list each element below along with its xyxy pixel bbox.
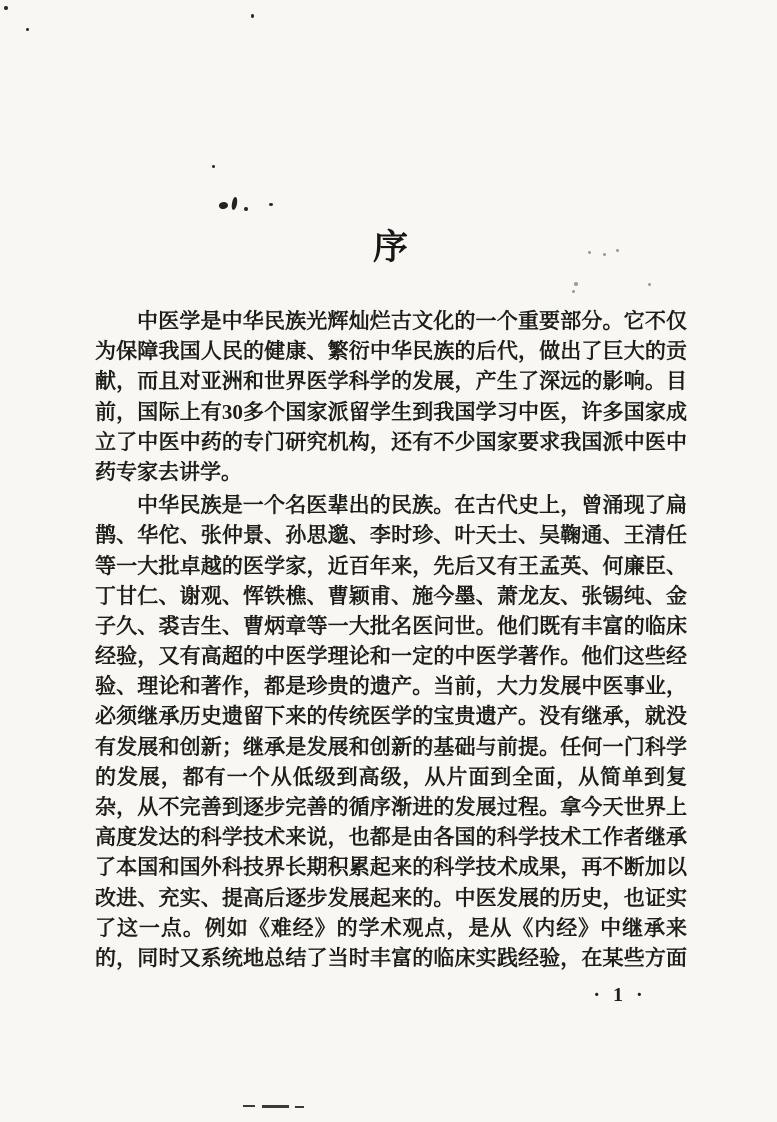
scan-speck <box>26 28 29 31</box>
text-line: 药专家去讲学。 <box>95 459 242 484</box>
scan-speck <box>574 282 578 286</box>
text-line: 立了中医中药的专门研究机构，还有不少国家要求我国派中医中 <box>95 429 687 454</box>
ink-blot <box>218 201 229 210</box>
text-line: 献，而且对亚洲和世界医学科学的发展，产生了深远的影响。目 <box>95 369 687 394</box>
page-number: · 1 · <box>593 984 647 1006</box>
scan-speck <box>572 290 575 293</box>
page-title: 序 <box>372 228 409 267</box>
text-line: 杂，从不完善到逐步完善的循序渐进的发展过程。拿今天世界上 <box>95 795 687 819</box>
text-line: 了本国和国外科技界长期积累起来的科学技术成果，再不断加以 <box>95 855 687 880</box>
text-line: 了这一点。例如《难经》的学术观点，是从《内经》中继承来 <box>95 915 687 940</box>
text-line: 有发展和创新；继承是发展和创新的基础与前提。任何一门科学 <box>95 734 687 759</box>
scan-speck <box>269 203 273 206</box>
text-line: 改进、充实、提高后逐步发展起来的。中医发展的历史，也证实 <box>95 885 687 910</box>
scan-dash <box>243 1105 255 1107</box>
text-line: 中医学是中华民族光辉灿烂古文化的一个重要部分。它不仅 <box>137 309 687 333</box>
text-line: 子久、裘吉生、曹炳章等一大批名医问世。他们既有丰富的临床 <box>95 613 687 638</box>
text-line: 为保障我国人民的健康、繁衍中华民族的后代，做出了巨大的贡 <box>95 339 687 364</box>
scan-speck <box>212 165 215 168</box>
text-line: 经验，又有高超的中医学理论和一定的中医学著作。他们这些经 <box>95 644 687 669</box>
scan-speck <box>244 207 248 211</box>
scan-speck <box>251 14 254 18</box>
text-line: 验、理论和著作，都是珍贵的遗产。当前，大力发展中医事业， <box>95 674 687 699</box>
scan-speck <box>648 283 651 286</box>
ink-blot <box>231 197 239 211</box>
text-line: 中华民族是一个名医辈出的民族。在古代史上，曾涌现了扁 <box>137 493 687 518</box>
text-line: 等一大批卓越的医学家，近百年来，先后又有王孟英、何廉臣、 <box>95 553 687 578</box>
text-line: 丁甘仁、谢观、恽铁樵、曹颖甫、施今墨、萧龙友、张锡纯、金 <box>95 583 687 608</box>
paragraph-2 <box>95 490 687 973</box>
text-line: 高度发达的科学技术来说，也都是由各国的科学技术工作者继承 <box>95 825 687 850</box>
text-line: 前，国际上有30多个国家派留学生到我国学习中医，许多国家成 <box>95 399 687 424</box>
text-line: 鹊、华佗、张仲景、孙思邈、李时珍、叶天士、吴鞠通、王清任 <box>95 523 687 548</box>
scan-dash <box>262 1105 289 1108</box>
paragraph-1 <box>95 306 687 487</box>
text-line: 的，同时又系统地总结了当时丰富的临床实践经验，在某些方面 <box>95 945 687 970</box>
preface-body <box>95 306 687 973</box>
scan-speck <box>4 6 8 10</box>
scan-dash <box>295 1106 304 1108</box>
text-line: 的发展，都有一个从低级到高级，从片面到全面，从简单到复 <box>95 764 687 789</box>
text-line: 必须继承历史遗留下来的传统医学的宝贵遗产。没有继承，就没 <box>95 704 687 729</box>
